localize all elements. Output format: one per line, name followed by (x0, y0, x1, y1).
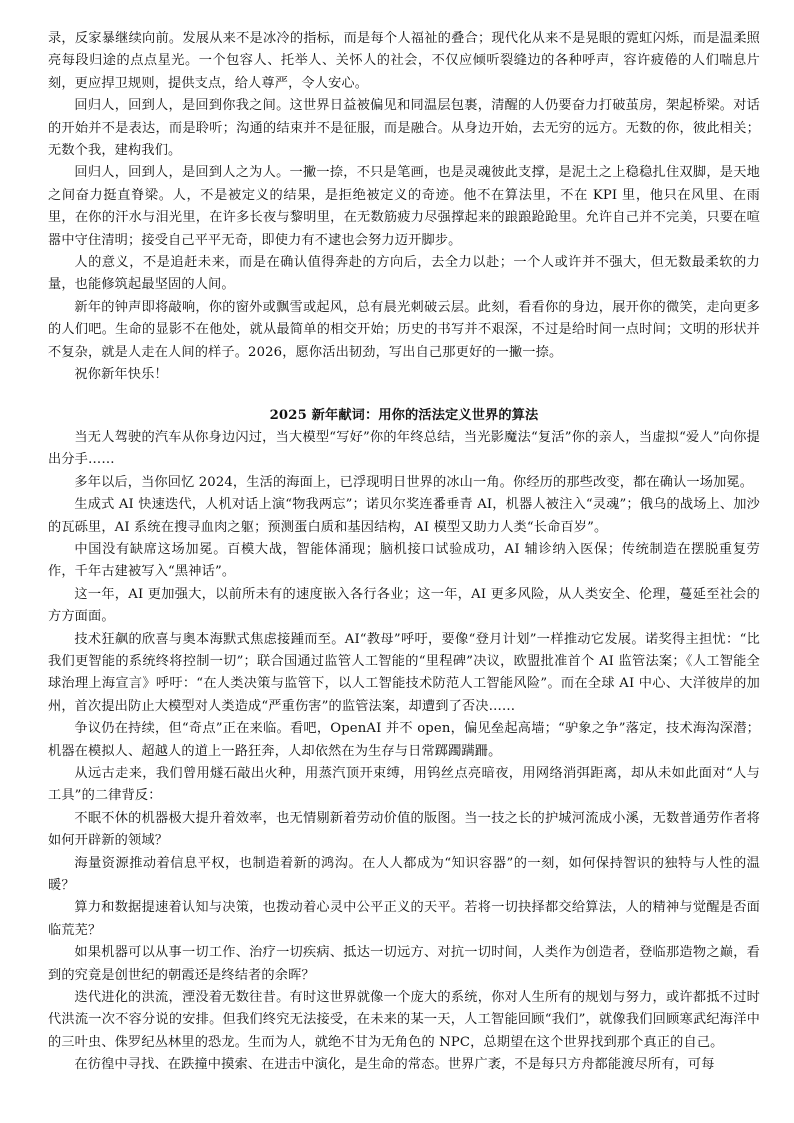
paragraph: 算力和数据提速着认知与决策，也拨动着心灵中公平正义的天平。若将一切抉择都交给算法，人的精神与觉醒是否面临荒芜？ (48, 900, 760, 938)
paragraph: 回归人，回到人，是回到人之为人。一撇一捺，不只是笔画，也是灵魂彼此支撑，是泥土之上稳稳扎住双脚，是天地之间奋力挺直脊梁。人，不是被定义的结果，是拒绝被定义的奇迹。他不在算法里，不在 KPI 里，他只在风里、在雨里，在你的汗水与泪光里，在许多长夜与黎明里，在无数筋疲力尽强撑起来的踉踉跄跄里。允许自己并不完美，只要在喧嚣中守住清明；接受自己平平无奇，即使力有不逮也会努力迈开脚步。 (48, 165, 760, 248)
paragraph: 如果机器可以从事一切工作、治疗一切疾病、抵达一切远方、对抗一切时间，人类作为创造者，登临那造物之巅，看到的究竟是创世纪的朝霞还是终结者的余晖？ (48, 945, 760, 983)
paragraph: 这一年，AI 更加强大，以前所未有的速度嵌入各行各业；这一年，AI 更多风险，从人类安全、伦理，蔓延至社会的方方面面。 (48, 586, 760, 625)
paragraph: 在彷徨中寻找、在跌撞中摸索、在进击中演化，是生命的常态。世界广袤，不是每只方舟都能渡尽所有，可每 (74, 1057, 715, 1073)
closing-greeting: 祝你新年快乐！ (74, 367, 168, 383)
paragraph: 生成式 AI 快速迭代，人机对话上演“物我两忘”；诺贝尔奖连番垂青 AI，机器人被注入“灵魂”；俄乌的战场上、加沙的瓦砾里，AI 系统在搜寻血肉之躯；预测蛋白质和基因结构，AI 模型又助力人类“长命百岁”。 (48, 497, 760, 535)
paragraph: 新年的钟声即将敲响，你的窗外或飘雪或起风，总有晨光刺破云层。此刻，看看你的身边，展开你的微笑，走向更多的人们吧。生命的显影不在他处，就从最简单的相交开始；历史的书写并不艰深，不过是给时间一点时间；文明的形状并不复杂，就是人走在人间的样子。2026，愿你活出韧劲，写出自己那更好的一撇一捺。 (48, 299, 760, 360)
section-gap (48, 387, 760, 405)
paragraph: 人的意义，不是追赶未来，而是在确认值得奔赴的方向后，去全力以赴；一个人或许并不强大，但无数最柔软的力量，也能修筑起最坚固的人间。 (48, 255, 760, 293)
section-new-year-message-2025 (48, 405, 760, 1077)
paragraph: 中国没有缺席这场加冕。百模大战，智能体涌现；脑机接口试验成功，AI 辅诊纳入医保；传统制造在摆脱重复劳作，千年古建被写入“黑神话”。 (48, 541, 760, 580)
paragraph: 录，反家暴继续向前。发展从来不是冰冷的指标，而是每个人福祉的叠合；现代化从来不是晃眼的霓虹闪烁，而是温柔照亮每段归途的点点星光。一个包容人、托举人、关怀人的社会，不仅应倾听裂缝边的各种呼声，容许疲倦的人们喘息片刻，更应捍卫规则，提供支点，给人尊严，令人安心。 (48, 31, 760, 91)
document-page (48, 28, 760, 1077)
paragraph: 从远古走来，我们曾用燧石敲出火种，用蒸汽顶开束缚，用钨丝点亮暗夜，用网络消弭距离，却从未如此面对“人与工具”的二律背反： (48, 766, 760, 804)
paragraph: 海量资源推动着信息平权，也制造着新的鸿沟。在人人都成为“知识容器”的一刻，如何保持智识的独特与人性的温暖？ (48, 855, 760, 894)
paragraph: 迭代进化的洪流，湮没着无数往昔。有时这世界就像一个庞大的系统，你对人生所有的规划与努力，或许都抵不过时代洪流一次不容分说的安排。但我们终究无法接受，在未来的某一天，人工智能回顾“我们”，就像我们回顾寒武纪海洋中的三叶虫、侏罗纪丛林里的恐龙。生而为人，就绝不甘为无角色的 NPC，总期望在这个世界找到那个真正的自己。 (48, 990, 760, 1050)
section-previous-article (48, 28, 760, 387)
paragraph: 不眠不休的机器极大提升着效率，也无情剔新着劳动价值的版图。当一技之长的护城河流成小溪，无数普通劳作者将如何开辟新的领域？ (48, 810, 760, 849)
paragraph: 当无人驾驶的汽车从你身边闪过，当大模型“写好”你的年终总结，当光影魔法“复活”你的亲人，当虚拟“爱人”向你提出分手…… (48, 429, 760, 468)
paragraph: 技术狂飙的欣喜与奥本海默式焦虑接踵而至。AI“教母”呼吁，要像“登月计划”一样推动它发展。诺奖得主担忧：“比我们更智能的系统终将控制一切”；联合国通过监管人工智能的“里程碑”决议，欧盟批准首个 AI 监管法案；《人工智能全球治理上海宣言》呼吁：“在人类决策与监管下，以人工智能技术防范人工智能风险”。而在全球 AI 中心、大洋彼岸的加州，首次提出防止大模型对人类造成“严重伤害”的监管法案，却遭到了否决…… (48, 631, 760, 714)
paragraph: 多年以后，当你回忆 2024，生活的海面上，已浮现明日世界的冰山一角。你经历的那些改变，都在确认一场加冕。 (74, 474, 754, 490)
paragraph: 回归人，回到人，是回到你我之间。这世界日益被偏见和同温层包裹，清醒的人仍要奋力打破茧房，架起桥梁。对话的开始并不是表达，而是聆听；沟通的结束并不是征服，而是融合。从身边开始，去无穷的远方。无数的你，彼此相关；无数个我，建构我们。 (48, 98, 760, 159)
paragraph: 争议仍在持续，但“奇点”正在来临。看吧，OpenAI 并不 open，偏见垒起高墙；“驴象之争”落定，技术海沟深潜；机器在模拟人、超越人的道上一路狂奔，人却依然在为生存与日常踯躅蹒跚。 (48, 721, 760, 759)
article-title: 2025 新年献词：用你的活法定义世界的算法 (269, 407, 539, 423)
